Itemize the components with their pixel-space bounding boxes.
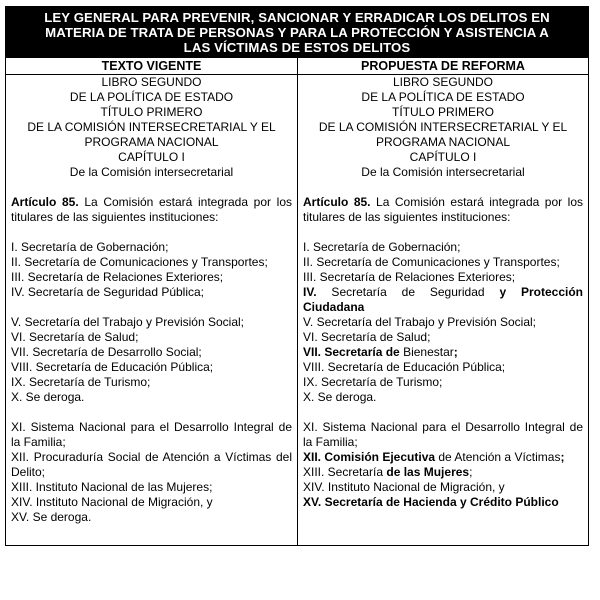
heading-line: CAPÍTULO I (118, 150, 185, 164)
list-item: X. Se deroga. (303, 390, 377, 404)
list-item: XII. Procuraduría Social de Atención a Víctimas del Delito; (11, 450, 292, 479)
list-item: IX. Secretaría de Turismo; (303, 375, 443, 389)
list-item: IX. Secretaría de Turismo; (11, 375, 151, 389)
bold-text: VII. Secretaría de (303, 345, 400, 359)
list-item: VII. Secretaría de Desarrollo Social; (11, 345, 202, 359)
plain-text: Bienestar (399, 345, 454, 359)
heading-line: De la Comisión intersecretarial (361, 165, 525, 179)
bold-text: de las Mujeres (386, 465, 470, 479)
article-label: Artículo 85. (303, 195, 371, 209)
column-header-right: PROPUESTA DE REFORMA (298, 58, 588, 75)
column-propuesta-de-reforma (297, 58, 588, 545)
heading-line: LIBRO SEGUNDO (392, 75, 494, 89)
list-item: I. Secretaría de Gobernación; (303, 240, 461, 254)
list-item-amended (303, 285, 583, 315)
heading-line: DE LA POLÍTICA DE ESTADO (69, 90, 234, 104)
plain-text: de Atención a Víctimas (435, 450, 561, 464)
list-item-amended (303, 450, 583, 465)
list-item-amended: XV. Secretaría de Hacienda y Crédito Público (303, 495, 559, 509)
list-item: I. Secretaría de Gobernación; (11, 240, 169, 254)
heading-line: DE LA POLÍTICA DE ESTADO (361, 90, 525, 104)
plain-text: ; (469, 465, 473, 479)
column-texto-vigente (6, 58, 297, 545)
chapter-heading-left (11, 75, 292, 180)
bold-text: XII. Comisión Ejecutiva (303, 450, 436, 464)
article-label: Artículo 85. (11, 195, 79, 209)
list-item: VIII. Secretaría de Educación Pública; (303, 360, 506, 374)
list-item: IV. Secretaría de Seguridad Pública; (11, 285, 205, 299)
heading-line: LIBRO SEGUNDO (101, 75, 202, 89)
column-header-left: TEXTO VIGENTE (6, 58, 297, 75)
list-item: X. Se deroga. (11, 390, 85, 404)
heading-line: PROGRAMA NACIONAL (84, 135, 219, 149)
title-line: MATERIA DE TRATA DE PERSONAS Y PARA LA PROTECCIÓN Y ASISTENCIA A (45, 25, 549, 40)
bold-text: y Protección Ciudadana (303, 285, 583, 314)
bold-text: ; (453, 345, 458, 359)
list-item: II. Secretaría de Comunicaciones y Transportes; (11, 255, 268, 269)
article-text: La Comisión estará integrada por los titulares de las siguientes instituciones: (11, 195, 292, 224)
list-item: V. Secretaría del Trabajo y Previsión Social; (11, 315, 245, 329)
plain-text: XIII. Secretaría (303, 465, 387, 479)
comparison-table (5, 6, 589, 546)
title-line: LAS VÍCTIMAS DE ESTOS DELITOS (183, 40, 411, 55)
article-paragraph-right (303, 195, 583, 225)
heading-line: De la Comisión intersecretarial (69, 165, 234, 179)
list-item: XI. Sistema Nacional para el Desarrollo Integral de la Familia; (303, 420, 583, 449)
list-item: III. Secretaría de Relaciones Exteriores; (303, 270, 516, 284)
heading-line: DE LA COMISIÓN INTERSECRETARIAL Y EL (27, 120, 276, 134)
plain-text: Secretaría de Seguridad (316, 285, 500, 299)
heading-line: DE LA COMISIÓN INTERSECRETARIAL Y EL (318, 120, 568, 134)
list-item: VI. Secretaría de Salud; (303, 330, 431, 344)
list-item-amended (303, 345, 583, 360)
list-item: VI. Secretaría de Salud; (11, 330, 139, 344)
list-item: II. Secretaría de Comunicaciones y Transportes; (303, 255, 560, 269)
list-item-amended (303, 465, 583, 480)
list-item: V. Secretaría del Trabajo y Previsión Social; (303, 315, 537, 329)
bold-text: IV. (303, 285, 317, 299)
bold-text: ; (560, 450, 565, 464)
document-title (6, 7, 588, 57)
list-item: III. Secretaría de Relaciones Exteriores; (11, 270, 224, 284)
list-item: VIII. Secretaría de Educación Pública; (11, 360, 214, 374)
title-line: LEY GENERAL PARA PREVENIR, SANCIONAR Y ERRADICAR LOS DELITOS EN (44, 10, 550, 25)
list-item: XI. Sistema Nacional para el Desarrollo Integral de la Familia; (11, 420, 292, 449)
heading-line: CAPÍTULO I (409, 150, 477, 164)
list-item: XV. Se deroga. (11, 510, 92, 524)
article-text: La Comisión estará integrada por los titulares de las siguientes instituciones: (303, 195, 583, 224)
list-item: XIV. Instituto Nacional de Migración, y (11, 495, 213, 509)
heading-line: PROGRAMA NACIONAL (375, 135, 511, 149)
heading-line: TÍTULO PRIMERO (391, 105, 494, 119)
list-item: XIV. Instituto Nacional de Migración, y (303, 480, 505, 494)
heading-line: TÍTULO PRIMERO (100, 105, 203, 119)
list-item: XIII. Instituto Nacional de las Mujeres; (11, 480, 213, 494)
article-paragraph-left (11, 195, 292, 225)
chapter-heading-right (303, 75, 583, 180)
